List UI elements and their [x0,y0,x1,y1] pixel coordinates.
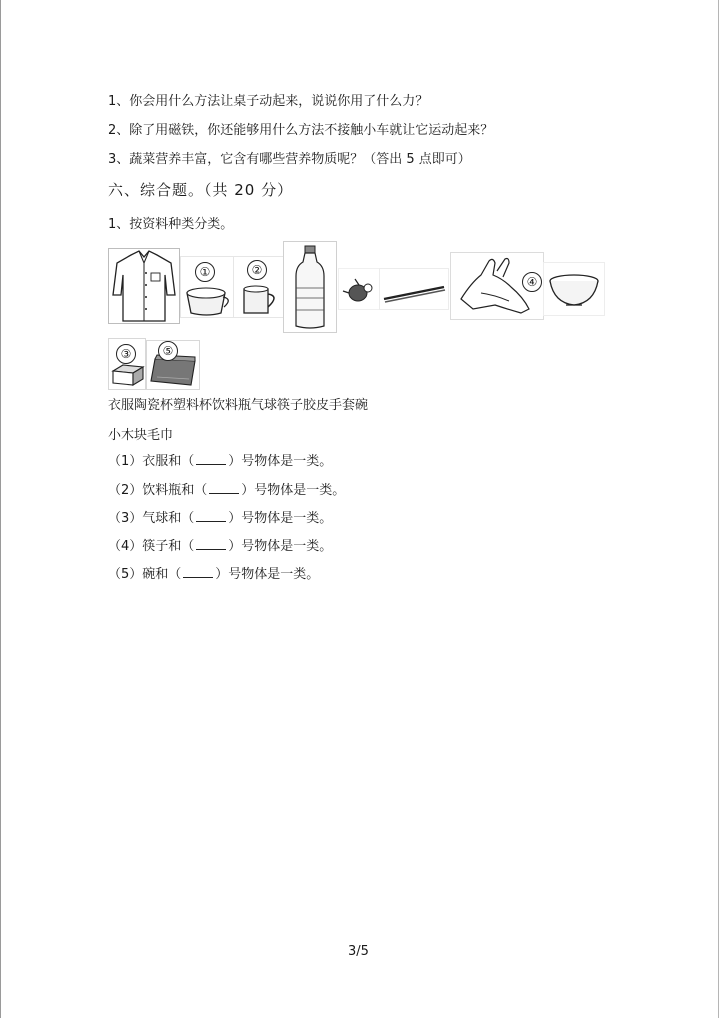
fill-item-4-suffix: ）号物体是一类。 [228,539,333,554]
shirt-picture [108,248,180,324]
question-2-move-car: 2、除了用磁铁，你还能够用什么方法不接触小车就让它运动起来？ [108,123,494,138]
fill-item-3-prefix: （3）气球和（ [108,511,195,526]
fill-item-5-suffix: ）号物体是一类。 [215,567,320,582]
marker-2: ② [247,260,267,280]
answer-blank-3[interactable] [196,509,226,522]
balloon-icon [339,269,379,309]
marker-5: ⑤ [158,341,178,361]
balloon-picture [338,268,380,310]
fill-item-1-suffix: ）号物体是一类。 [228,454,333,469]
bowl-picture [543,262,605,316]
question-3-vegetable-nutrients: 3、蔬菜营养丰富，它含有哪些营养物质呢？（答出 5 点即可） [108,152,471,167]
marker-4: ④ [522,272,542,292]
answer-blank-1[interactable] [196,452,226,465]
chopsticks-icon [380,269,448,309]
fill-item-1-prefix: （1）衣服和（ [108,454,195,469]
fill-item-4 [108,537,332,556]
page-edge-right [718,0,719,1018]
fill-item-2-prefix: （2）饮料瓶和（ [108,483,208,498]
drink-bottle-picture [283,241,337,333]
marker-1: ① [195,262,215,282]
fill-item-2 [108,481,345,500]
fill-item-5-prefix: （5）碗和（ [108,567,182,582]
chopsticks-picture [379,268,449,310]
bottle-icon [284,242,336,332]
marker-3: ③ [116,344,136,364]
fill-item-4-prefix: （4）筷子和（ [108,539,195,554]
item-list-line-1: 衣服陶瓷杯塑料杯饮料瓶气球筷子胶皮手套碗 [108,398,369,413]
section-title: 六、综合题。（共 20 分） [108,181,294,199]
fill-item-3 [108,509,332,528]
bowl-icon [544,263,604,315]
fill-item-3-suffix: ）号物体是一类。 [228,511,333,526]
shirt-icon [109,249,179,323]
fill-item-1 [108,452,332,471]
page-edge-left [0,0,1,1018]
question-1-move-table: 1、你会用什么方法让桌子动起来，说说你用了什么力？ [108,94,429,109]
page-number: 3/5 [348,944,369,959]
item-list-line-2: 小木块毛巾 [108,428,174,443]
fill-item-5 [108,565,319,584]
fill-item-2-suffix: ）号物体是一类。 [241,483,346,498]
question-title: 1、按资料种类分类。 [108,217,234,232]
answer-blank-4[interactable] [196,537,226,550]
answer-blank-2[interactable] [209,481,239,494]
answer-blank-5[interactable] [183,565,213,578]
